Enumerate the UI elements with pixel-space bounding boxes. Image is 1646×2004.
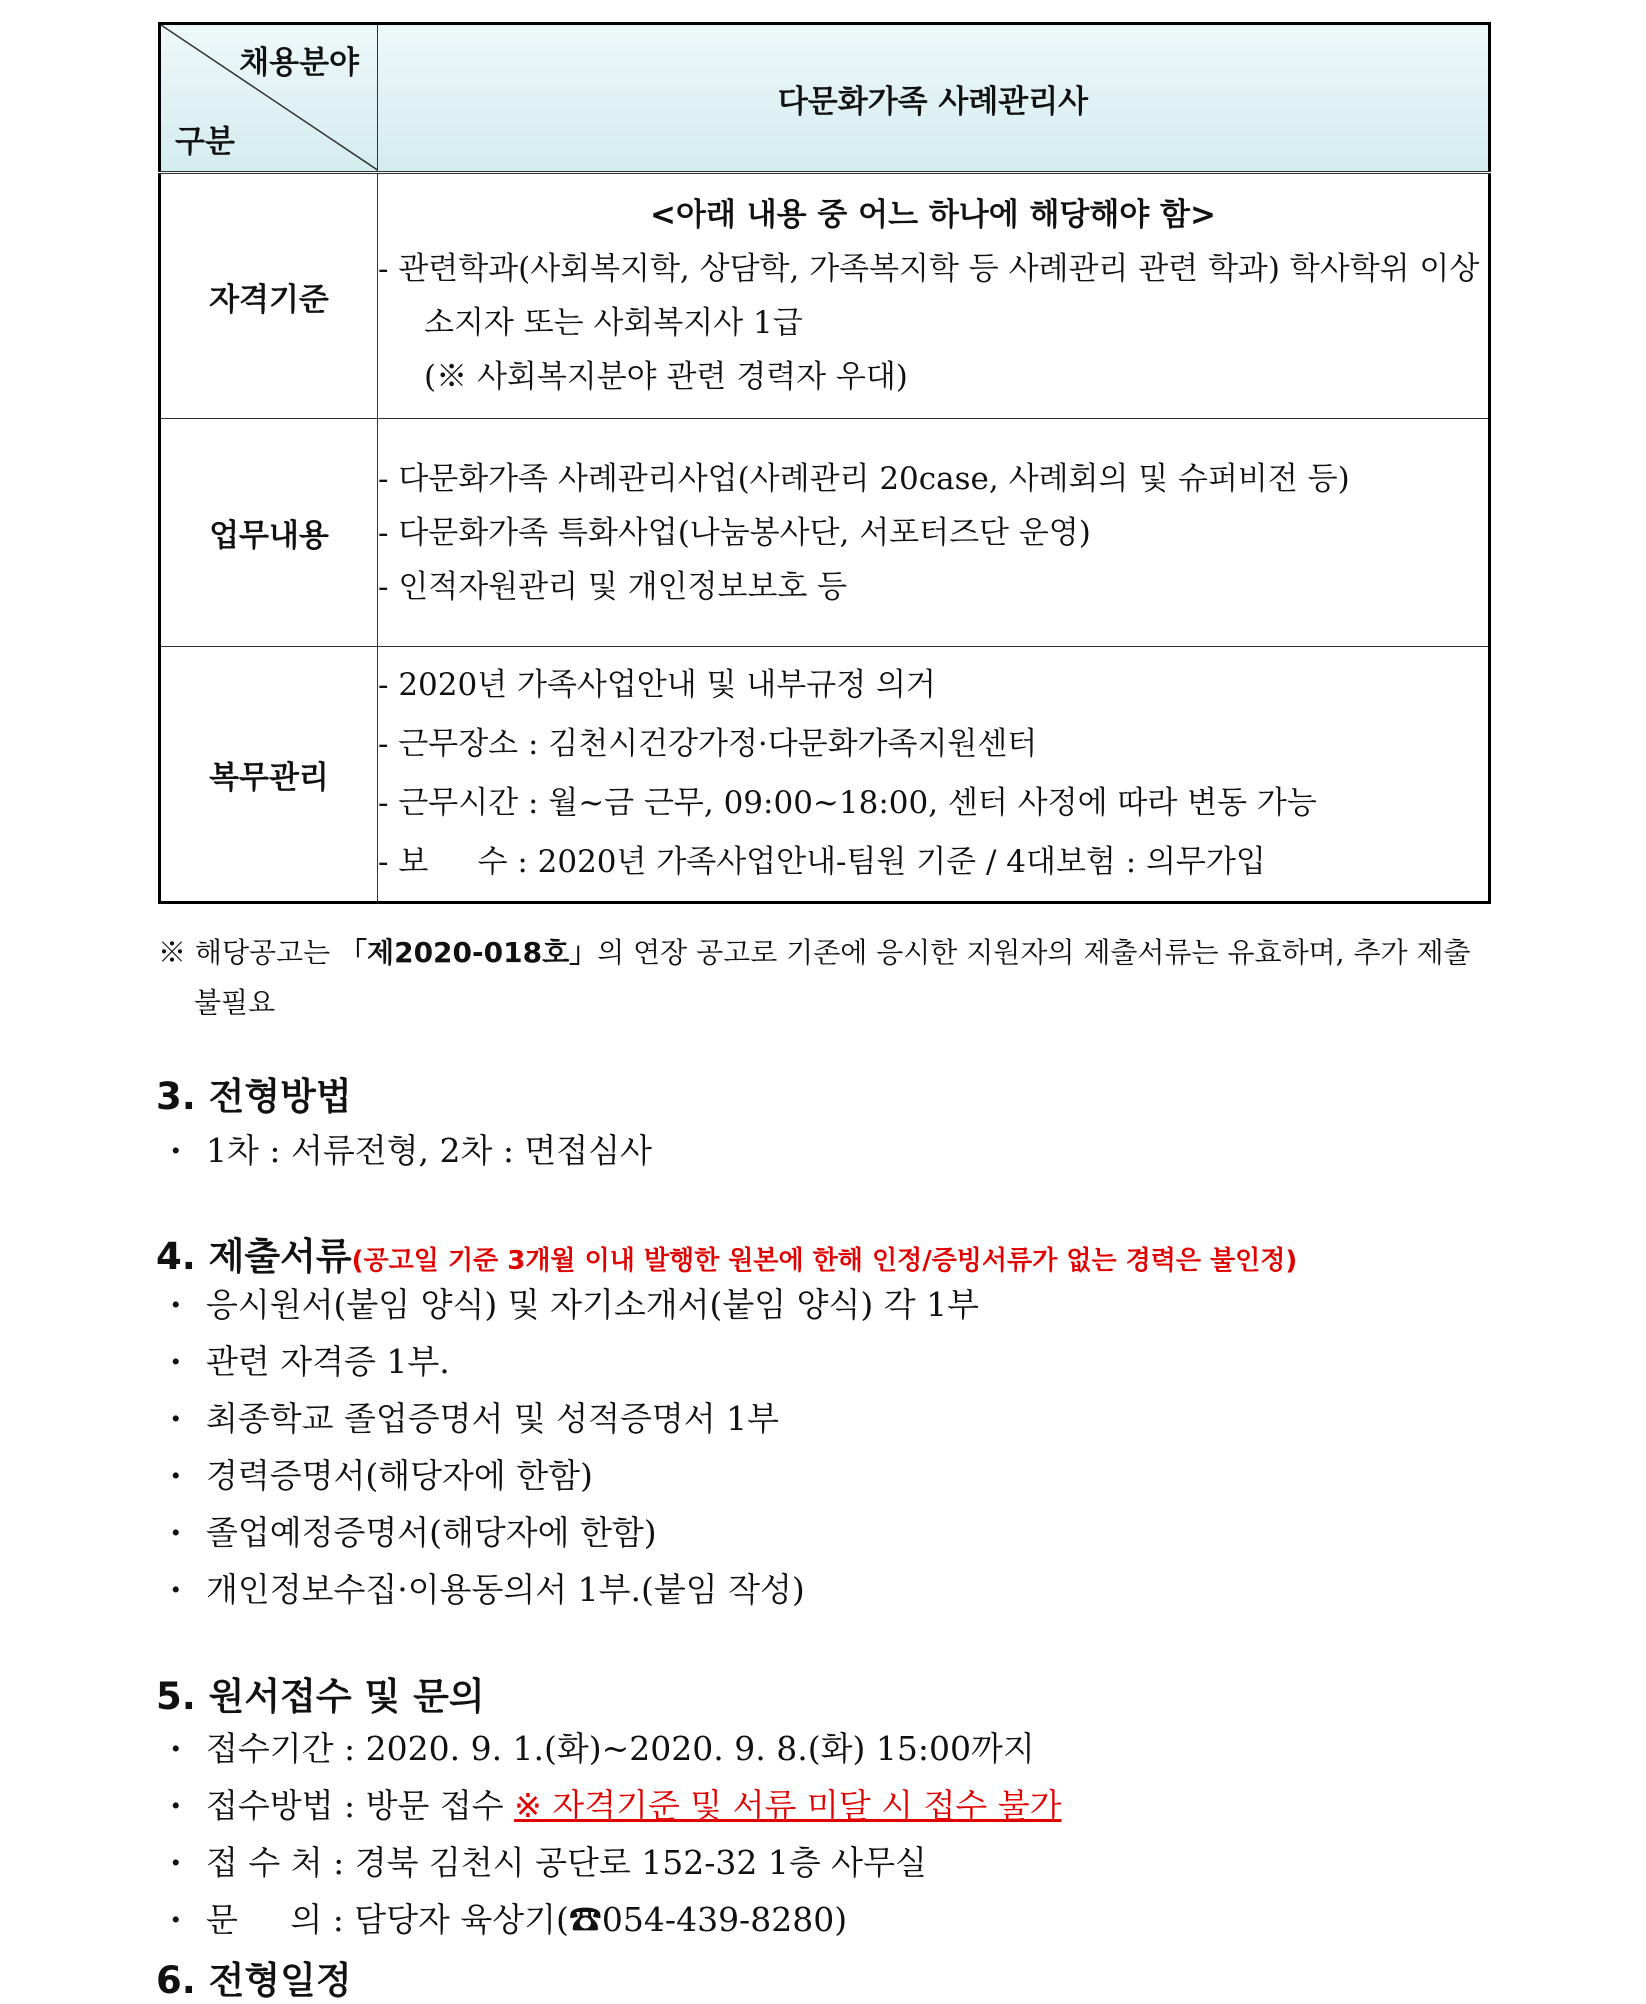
duty-item: - 다문화가족 특화사업(나눔봉사단, 서포터즈단 운영) xyxy=(378,514,1091,551)
qualification-line-1: - 관련학과(사회복지학, 상담학, 가족복지학 등 사례관리 관련 학과) 학사학위 이상 소지자 또는 사회복지사 1급 xyxy=(378,251,1480,341)
bullet-icon: · xyxy=(170,1513,182,1552)
duties-row xyxy=(160,419,1490,647)
note-text: 의 연장 공고로 기존에 응시한 지원자의 제출서류는 유효하며, 추가 제출 불필요 xyxy=(194,936,1471,1019)
service-row xyxy=(160,647,1490,903)
list-item: · 접 수 처 : 경북 김천시 공단로 152-32 1층 사무실 xyxy=(170,1834,1061,1891)
position-title: 다문화가족 사례관리사 xyxy=(378,24,1490,173)
bullet-icon: · xyxy=(170,1131,182,1170)
list-item: · 관련 자격증 1부. xyxy=(170,1333,979,1390)
bullet-icon: · xyxy=(170,1456,182,1495)
qualification-row xyxy=(160,173,1490,419)
qualification-line-2: (※ 사회복지분야 관련 경력자 우대) xyxy=(424,359,908,395)
list-item: · 경력증명서(해당자에 한함) xyxy=(170,1447,979,1504)
section-3-heading: 3. 전형방법 xyxy=(156,1075,352,1118)
list-item: · 접수방법 : 방문 접수 ※ 자격기준 및 서류 미달 시 접수 불가 xyxy=(170,1777,1061,1834)
bullet-icon: · xyxy=(170,1570,182,1609)
section-6-heading: 6. 전형일정 xyxy=(156,1959,352,2002)
duty-item: - 다문화가족 사례관리사업(사례관리 20case, 사례회의 및 슈퍼비전 등) xyxy=(378,460,1350,497)
section-3-list xyxy=(170,1122,652,1179)
section-5-list xyxy=(170,1720,1061,1948)
service-item: - 보 수 : 2020년 가족사업안내-팀원 기준 / 4대보험 : 의무가입 xyxy=(378,844,1266,880)
qualification-content xyxy=(378,173,1490,419)
section-4-list xyxy=(170,1276,979,1618)
submission-warning: ※ 자격기준 및 서류 미달 시 접수 불가 xyxy=(514,1786,1062,1825)
bullet-icon: · xyxy=(170,1729,182,1768)
duty-item: - 인적자원관리 및 개인정보보호 등 xyxy=(378,568,848,605)
section-4-red-note: (공고일 기준 3개월 이내 발행한 원본에 한해 인정/증빙서류가 없는 경력은 불인정) xyxy=(351,1246,1298,1276)
list-item: · 개인정보수집·이용동의서 1부.(붙임 작성) xyxy=(170,1561,979,1618)
qualification-heading: <아래 내용 중 어느 하나에 해당해야 함> xyxy=(650,197,1216,233)
service-content xyxy=(378,647,1490,903)
service-item: - 근무시간 : 월~금 근무, 09:00~18:00, 센터 사정에 따라 변동 가능 xyxy=(378,785,1317,821)
list-item: · 문 의 : 담당자 육상기(☎054-439-8280) xyxy=(170,1891,1061,1948)
bullet-icon: · xyxy=(170,1285,182,1324)
section-5-heading: 5. 원서접수 및 문의 xyxy=(156,1675,485,1718)
table-header-row xyxy=(160,24,1490,173)
list-item: · 접수기간 : 2020. 9. 1.(화)~2020. 9. 8.(화) 15:00까지 xyxy=(170,1720,1061,1777)
list-item: · 최종학교 졸업증명서 및 성적증명서 1부 xyxy=(170,1390,979,1447)
bullet-icon: · xyxy=(170,1900,182,1939)
section-4-title: 4. 제출서류 xyxy=(156,1235,352,1278)
diag-top-label: 채용분야 xyxy=(239,45,359,81)
service-label: 복무관리 xyxy=(160,647,378,903)
note-prefix: ※ 해당공고는 xyxy=(158,936,340,969)
extension-note xyxy=(158,928,1488,1028)
list-item: · 1차 : 서류전형, 2차 : 면접심사 xyxy=(170,1122,652,1179)
duties-content xyxy=(378,419,1490,647)
diagonal-header-cell xyxy=(160,24,378,173)
list-item: · 졸업예정증명서(해당자에 한함) xyxy=(170,1504,979,1561)
bullet-icon: · xyxy=(170,1399,182,1438)
duties-label: 업무내용 xyxy=(160,419,378,647)
service-item: - 근무장소 : 김천시건강가정·다문화가족지원센터 xyxy=(378,726,1038,762)
qualification-label: 자격기준 xyxy=(160,173,378,419)
section-4-heading xyxy=(156,1226,1297,1280)
recruitment-table xyxy=(158,22,1491,904)
list-item: · 응시원서(붙임 양식) 및 자기소개서(붙임 양식) 각 1부 xyxy=(170,1276,979,1333)
diag-bottom-label: 구분 xyxy=(175,124,235,160)
bullet-icon: · xyxy=(170,1786,182,1825)
notice-number: 「제2020-018호」 xyxy=(339,936,598,969)
bullet-icon: · xyxy=(170,1342,182,1381)
service-item: - 2020년 가족사업안내 및 내부규정 의거 xyxy=(378,667,936,703)
bullet-icon: · xyxy=(170,1843,182,1882)
